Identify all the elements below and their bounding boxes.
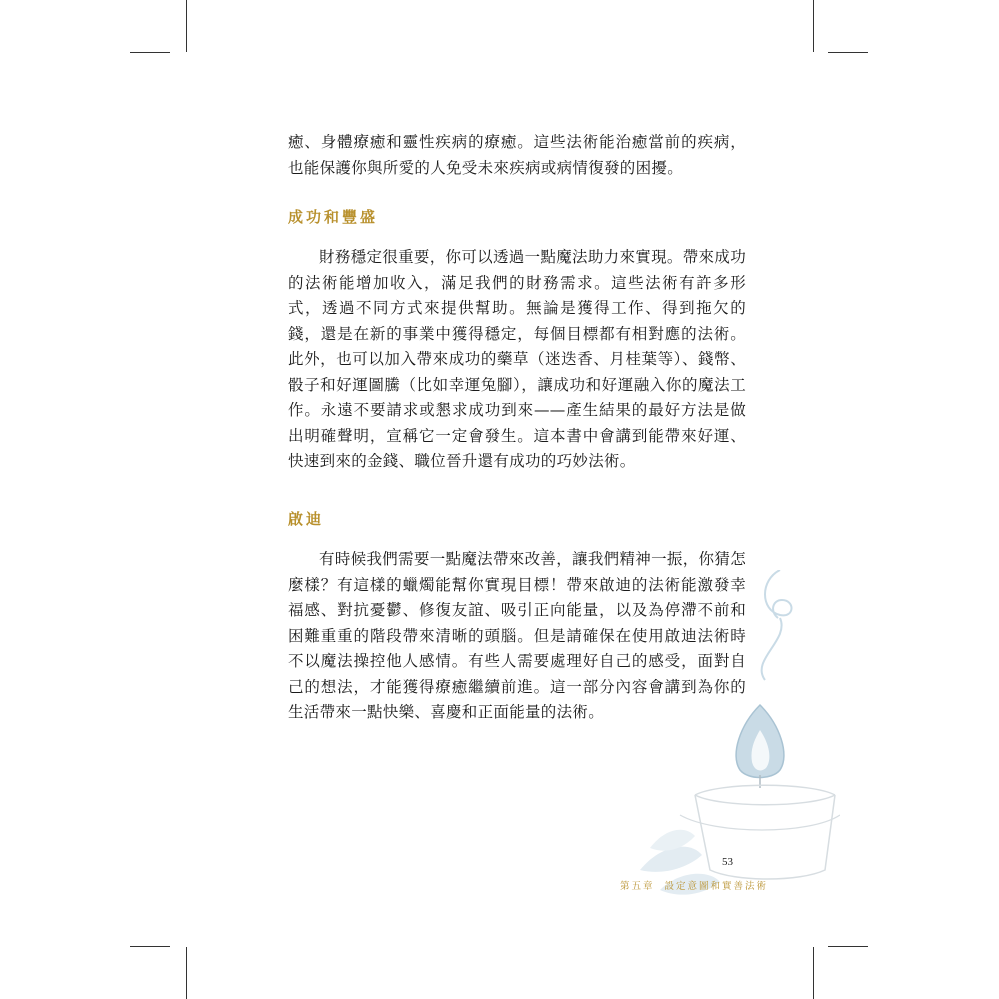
chapter-title: 設定意圖和實善法術 <box>664 881 769 892</box>
smoke-swirl-icon <box>765 570 792 618</box>
candle-illustration <box>640 570 840 900</box>
chapter-label: 第五章 <box>620 881 655 892</box>
paragraph-text: 有時候我們需要一點魔法帶來改善，讓我們精神一振，你猜怎麼樣？有這樣的蠟燭能幫你實現目標！帶來啟迪的法術能激發幸福感、對抗憂鬱、修復友誼、吸引正向能量，以及為停滯不前和困難重重的階段帶來清晰的頭腦。但是請確保在使用啟迪法術時不以魔法操控他人感情。有些人需要處理好自己的感受，面對自己的想法，才能獲得療癒繼續前進。這一部分內容會講到為你的生活帶來一點快樂、喜慶和正面能量的法術。 <box>288 550 746 721</box>
crop-mark <box>828 946 868 947</box>
crop-mark <box>130 946 170 947</box>
candle-cup-icon <box>695 785 835 795</box>
crop-mark <box>813 947 814 999</box>
page-number: 53 <box>722 856 733 868</box>
crop-mark <box>186 0 187 52</box>
paragraph-text: 財務穩定很重要，你可以透過一點魔法助力來實現。帶來成功的法術能增加收入，滿足我們的財務需求。這些法術有許多形式，透過不同方式來提供幫助。無論是獲得工作、得到拖欠的錢，還是在新的事業中獲得穩定，每個目標都有相對應的法術。此外，也可以加入帶來成功的藥草（迷迭香、月桂葉等）、錢幣、骰子和好運圖騰（比如幸運兔腳），讓成功和好運融入你的魔法工作。永遠不要請求或懇求成功到來——產生結果的最好方法是做出明確聲明，宣稱它一定會發生。這本書中會講到能帶來好運、快速到來的金錢、職位晉升還有成功的巧妙法術。 <box>288 248 746 470</box>
crop-mark <box>130 52 170 53</box>
section-heading-enlightenment: 啟迪 <box>288 510 325 528</box>
section-body-success <box>288 245 746 475</box>
crop-mark <box>828 52 868 53</box>
paragraph-text: 癒、身體療癒和靈性疾病的療癒。這些法術能治癒當前的疾病，也能保護你與所愛的人免受未來疾病或病情復發的困擾。 <box>288 133 746 177</box>
leaf-icon <box>640 847 702 872</box>
running-footer <box>620 878 768 892</box>
section-heading-success: 成功和豐盛 <box>288 208 379 226</box>
opening-paragraph <box>288 130 746 181</box>
crop-mark <box>186 947 187 999</box>
crop-mark <box>813 0 814 52</box>
